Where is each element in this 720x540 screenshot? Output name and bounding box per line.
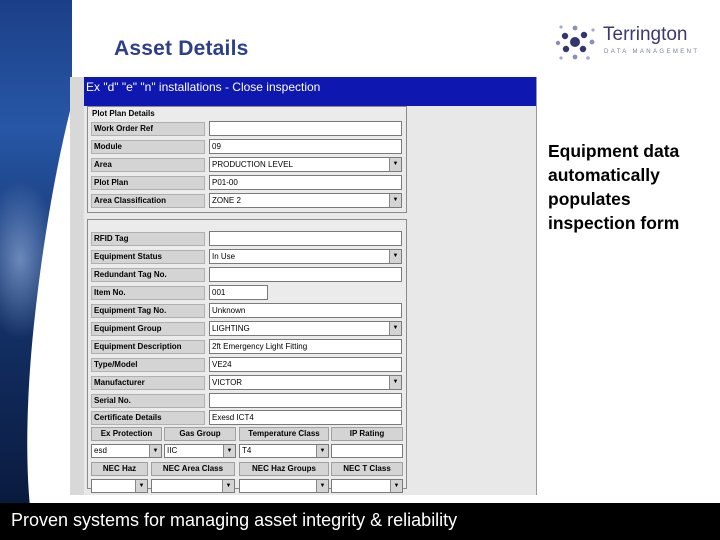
- dropdown-arrow-icon[interactable]: ▼: [389, 322, 401, 335]
- plot-plan-group-title: Plot Plan Details: [92, 109, 155, 118]
- page-title: Asset Details: [114, 37, 249, 60]
- dropdown-arrow-icon[interactable]: ▼: [222, 480, 234, 493]
- equipment-tag-input[interactable]: Unknown: [209, 303, 402, 318]
- item-no-input[interactable]: 001: [209, 285, 268, 300]
- area-classification-value: ZONE 2: [212, 196, 241, 205]
- logo-name: Terrington: [603, 24, 688, 45]
- serial-no-input[interactable]: [209, 393, 402, 408]
- manufacturer-select[interactable]: [209, 375, 402, 390]
- ex-protection-value: esd: [94, 446, 107, 455]
- temperature-class-select[interactable]: [239, 444, 329, 458]
- equipment-description-label: Equipment Description: [91, 340, 205, 354]
- manufacturer-value: VICTOR: [212, 378, 243, 387]
- redundant-tag-label: Redundant Tag No.: [91, 268, 205, 282]
- plot-plan-input[interactable]: P01-00: [209, 175, 402, 190]
- dropdown-arrow-icon[interactable]: ▼: [389, 376, 401, 389]
- area-classification-select[interactable]: [209, 193, 402, 208]
- equipment-status-label: Equipment Status: [91, 250, 205, 264]
- equipment-group-select[interactable]: [209, 321, 402, 336]
- nec-area-class-header: NEC Area Class: [151, 462, 235, 476]
- rfid-tag-label: RFID Tag: [91, 232, 205, 246]
- nec-haz-groups-select[interactable]: [239, 479, 329, 493]
- type-model-input[interactable]: VE24: [209, 357, 402, 372]
- work-order-ref-label: Work Order Ref: [91, 122, 205, 136]
- dropdown-arrow-icon[interactable]: ▼: [390, 480, 402, 493]
- nec-area-class-select[interactable]: [151, 479, 235, 493]
- area-select[interactable]: [209, 157, 402, 172]
- plot-plan-label: Plot Plan: [91, 176, 205, 190]
- nec-t-class-header: NEC T Class: [331, 462, 403, 476]
- dropdown-arrow-icon[interactable]: ▼: [389, 250, 401, 263]
- area-classification-label: Area Classification: [91, 194, 205, 208]
- ex-protection-select[interactable]: [91, 444, 162, 458]
- dropdown-arrow-icon[interactable]: ▼: [223, 445, 235, 458]
- window-title-bar: Ex "d" "e" "n" installations - Close inspection: [84, 77, 536, 106]
- dropdown-arrow-icon[interactable]: ▼: [316, 445, 328, 458]
- gas-group-value: IIC: [167, 446, 178, 455]
- gas-group-select[interactable]: [164, 444, 236, 458]
- ip-rating-header: IP Rating: [331, 427, 403, 441]
- dropdown-arrow-icon[interactable]: ▼: [316, 480, 328, 493]
- equipment-status-select[interactable]: [209, 249, 402, 264]
- area-label: Area: [91, 158, 205, 172]
- serial-no-label: Serial No.: [91, 394, 205, 408]
- nec-haz-select[interactable]: [91, 479, 148, 493]
- nec-t-class-select[interactable]: [331, 479, 403, 493]
- item-no-label: Item No.: [91, 286, 205, 300]
- equipment-tag-label: Equipment Tag No.: [91, 304, 205, 318]
- temperature-class-header: Temperature Class: [239, 427, 329, 441]
- equipment-group-label: Equipment Group: [91, 322, 205, 336]
- dropdown-arrow-icon[interactable]: ▼: [135, 480, 147, 493]
- footer-bar: [0, 503, 720, 540]
- dropdown-arrow-icon[interactable]: ▼: [389, 194, 401, 207]
- ex-protection-header: Ex Protection: [91, 427, 162, 441]
- logo-subtitle: DATA MANAGEMENT: [604, 49, 700, 55]
- manufacturer-label: Manufacturer: [91, 376, 205, 390]
- nec-haz-groups-header: NEC Haz Groups: [239, 462, 329, 476]
- nec-haz-header: NEC Haz: [91, 462, 148, 476]
- equipment-description-input[interactable]: 2ft Emergency Light Fitting: [209, 339, 402, 354]
- certificate-details-label: Certificate Details: [91, 411, 205, 425]
- area-value: PRODUCTION LEVEL: [212, 160, 293, 169]
- dropdown-arrow-icon[interactable]: ▼: [149, 445, 161, 458]
- redundant-tag-input[interactable]: [209, 267, 402, 282]
- certificate-details-input[interactable]: Exesd ICT4: [209, 410, 402, 425]
- equipment-group-value: LIGHTING: [212, 324, 250, 333]
- temperature-class-value: T4: [242, 446, 252, 455]
- dropdown-arrow-icon[interactable]: ▼: [389, 158, 401, 171]
- rfid-tag-input[interactable]: [209, 231, 402, 246]
- type-model-label: Type/Model: [91, 358, 205, 372]
- work-order-ref-input[interactable]: [209, 121, 402, 136]
- module-label: Module: [91, 140, 205, 154]
- ip-rating-input[interactable]: [331, 444, 403, 458]
- equipment-status-value: In Use: [212, 252, 236, 261]
- gas-group-header: Gas Group: [164, 427, 236, 441]
- footer-text: Proven systems for managing asset integrity & reliability: [11, 510, 458, 530]
- left-decoration: [0, 0, 72, 505]
- window-side-strip: [70, 77, 84, 495]
- tagline: Equipment data automatically populates inspection form: [548, 141, 680, 233]
- company-logo: [555, 22, 705, 66]
- module-input[interactable]: 09: [209, 139, 402, 154]
- dots-logo-icon: [555, 22, 599, 66]
